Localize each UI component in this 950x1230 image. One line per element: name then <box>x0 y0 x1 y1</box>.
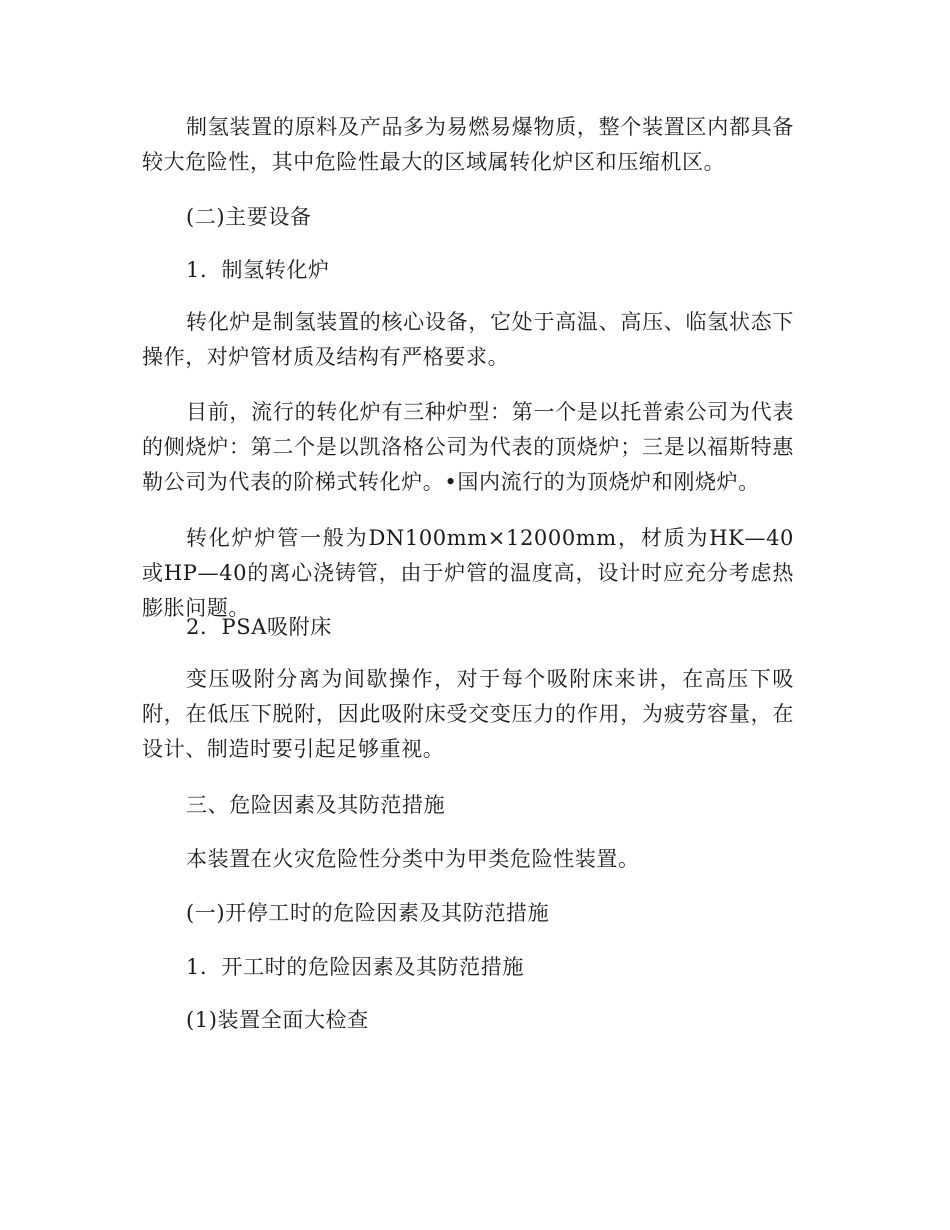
subheading-psa: 2．PSA吸附床 <box>186 615 332 639</box>
section-heading-start-stop: (一)开停工时的危险因素及其防范措施 <box>186 901 550 925</box>
paragraph-fire-class: 本装置在火灾危险性分类中为甲类危险性装置。 <box>186 847 640 871</box>
paragraph-reformer-tubes: 转化炉炉管一般为DN100mm×12000mm，材质为HK—40或HP—40的离心浇铸管，由于炉管的温度高，设计时应充分考虑热膨胀问题。 <box>142 526 794 620</box>
paragraph-reformer: 转化炉是制氢装置的核心设备，它处于高温、高压、临氢状态下操作，对炉管材质及结构有严格要求。 <box>142 310 794 369</box>
paragraph-reformer-types: 目前，流行的转化炉有三种炉型：第一个是以托普索公司为代表的侧烧炉：第二个是以凯洛格公司为代表的顶烧炉；三是以福斯特惠勒公司为代表的阶梯式转化炉。•国内流行的为顶烧炉和刚烧炉。 <box>142 400 794 494</box>
subheading-reformer: 1．制氢转化炉 <box>186 258 330 282</box>
paragraph-raw-materials: 制氢装置的原料及产品多为易燃易爆物质，整个装置区内都具备较大危险性，其中危险性最大的区域属转化炉区和压缩机区。 <box>142 115 794 174</box>
subheading-inspection: (1)装置全面大检查 <box>186 1008 369 1032</box>
subheading-startup: 1．开工时的危险因素及其防范措施 <box>186 955 524 979</box>
paragraph-psa: 变压吸附分离为间歇操作，对于每个吸附床来讲，在高压下吸附，在低压下脱附，因此吸附床受交变压力的作用，为疲劳容量，在设计、制造时要引起足够重视。 <box>142 667 794 761</box>
section-heading-hazards: 三、危险因素及其防范措施 <box>186 793 446 817</box>
section-heading-main-equipment: (二)主要设备 <box>186 205 312 229</box>
